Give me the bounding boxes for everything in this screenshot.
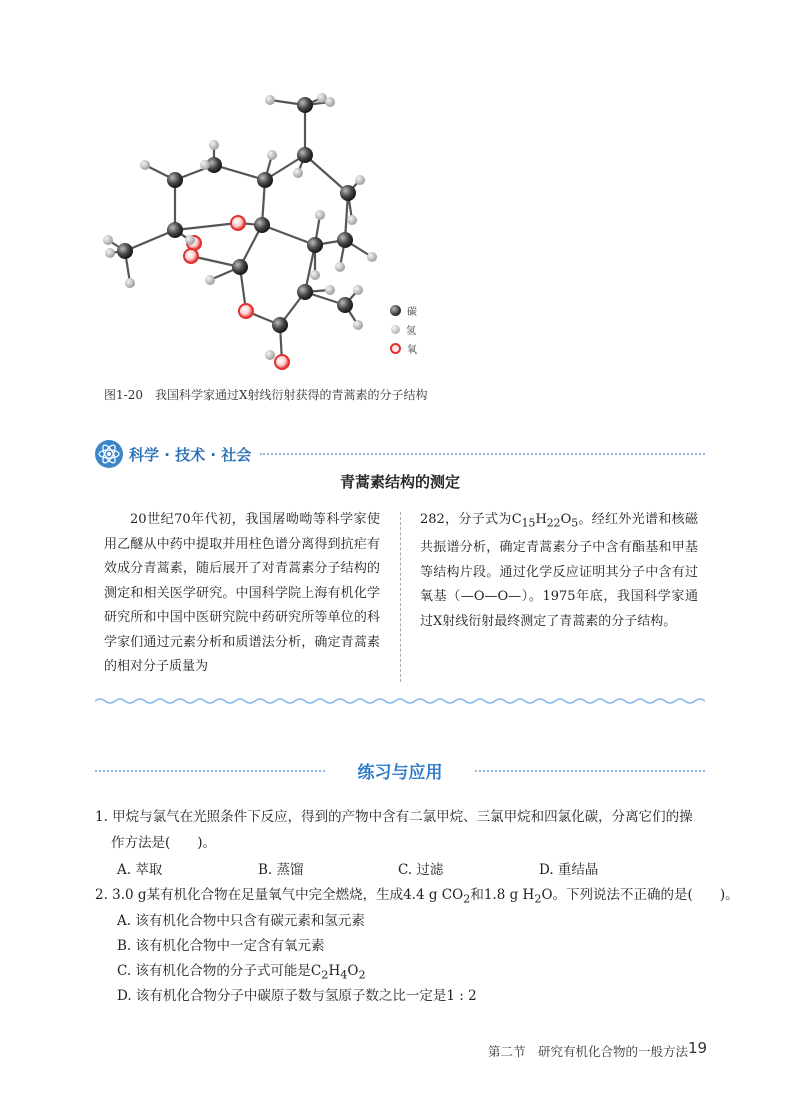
carbon-atom — [297, 284, 313, 300]
hydrogen-atom — [293, 168, 303, 178]
question-1-option-a: A. 萃取 — [117, 862, 163, 878]
legend-carbon: 碳 — [390, 303, 417, 318]
carbon-atom — [307, 237, 323, 253]
exercises-title: 练习与应用 — [357, 763, 443, 783]
section-divider — [260, 453, 705, 455]
hydrogen-atom — [315, 210, 325, 220]
carbon-atom — [232, 259, 248, 275]
carbon-atom — [167, 222, 183, 238]
hydrogen-atom — [103, 235, 113, 245]
wave-divider — [95, 696, 705, 706]
carbon-atom — [340, 185, 356, 201]
article-left-column: 20世纪70年代初，我国屠呦呦等科学家使用乙醚从中药中提取并用柱色谱分离得到抗疟有效成分青蒿素，随后展开了对青蒿素分子结构的测定和相关医学研究。中国科学院上海有机化学研究所和中国中医研究院中药研究所等单位的科学家们通过元素分析和质谱法分析，确定青蒿素的相对分子质量为 — [104, 512, 380, 674]
oxygen-atom — [184, 249, 198, 263]
hydrogen-atom — [347, 215, 357, 225]
carbon-atom — [257, 172, 273, 188]
molecule-structure-figure — [90, 85, 450, 385]
question-1-option-c: C. 过滤 — [398, 862, 444, 878]
carbon-atom — [337, 297, 353, 313]
hydrogen-atom — [355, 175, 365, 185]
molecule-atoms — [103, 93, 377, 369]
question-1-line2: 作方法是( )。 — [111, 835, 217, 851]
section-title: 科学 · 技术 · 社会 — [129, 446, 252, 464]
article-title: 青蒿素结构的测定 — [339, 473, 460, 491]
exercise-divider-right — [475, 770, 705, 772]
bond — [305, 155, 348, 193]
hydrogen-atom — [125, 278, 135, 288]
carbon-atom — [167, 172, 183, 188]
oxygen-atom — [231, 216, 245, 230]
hydrogen-atom — [265, 95, 275, 105]
hydrogen-atom — [367, 252, 377, 262]
hydrogen-atom — [353, 285, 363, 295]
hydrogen-atom — [353, 320, 363, 330]
bond — [262, 225, 315, 245]
carbon-atom — [254, 217, 270, 233]
hydrogen-atom — [209, 140, 219, 150]
oxygen-dot-icon — [390, 343, 401, 354]
hydrogen-atom — [205, 275, 215, 285]
question-1-option-d: D. 重结晶 — [539, 862, 599, 878]
bond — [175, 223, 238, 230]
hydrogen-atom — [185, 235, 195, 245]
oxygen-atom — [275, 355, 289, 369]
hydrogen-atom — [335, 262, 345, 272]
hydrogen-atom — [267, 150, 277, 160]
column-divider — [400, 512, 401, 682]
page-number: 19 — [688, 1039, 708, 1057]
carbon-atom — [272, 317, 288, 333]
hydrogen-atom — [105, 248, 115, 258]
legend-oxygen: 氧 — [390, 341, 417, 356]
hydrogen-dot-icon — [391, 325, 400, 334]
question-1-option-b: B. 蒸馏 — [258, 862, 304, 878]
question-1-line1: 1. 甲烷与氯气在光照条件下反应，得到的产物中含有二氯甲烷、三氯甲烷和四氯化碳，分离它们的操 — [95, 809, 693, 825]
carbon-dot-icon — [390, 305, 401, 316]
question-2-option-a: A. 该有机化合物中只含有碳元素和氢元素 — [117, 913, 365, 929]
bond — [125, 230, 175, 251]
hydrogen-atom — [140, 160, 150, 170]
footer-section-title: 第二节 研究有机化合物的一般方法 — [488, 1044, 689, 1059]
hydrogen-atom — [200, 160, 210, 170]
question-2-option-b: B. 该有机化合物中一定含有氧元素 — [117, 938, 325, 954]
section-header — [95, 440, 705, 470]
carbon-atom — [337, 232, 353, 248]
question-2-option-c: C. 该有机化合物的分子式可能是$C_2H_4O_2$ — [117, 963, 366, 982]
hydrogen-atom — [325, 97, 335, 107]
carbon-atom — [117, 243, 133, 259]
question-2-option-d: D. 该有机化合物分子中碳原子数与氢原子数之比一定是1 : 2 — [117, 988, 477, 1004]
hydrogen-atom — [310, 270, 320, 280]
carbon-atom — [297, 97, 313, 113]
oxygen-atom — [239, 304, 253, 318]
article-right-column: 282，分子式为$C_{15}H_{22}O_5$。经红外光谱和核磁共振谱分析，确定青蒿素分子中含有酯基和甲基等结构片段。通过化学反应证明其分子中含有过氧基（—O—O—）。1975年底，我国科学家通过X射线衍射最终测定了青蒿素的分子结构。 — [420, 512, 698, 629]
atom-icon — [95, 440, 123, 468]
carbon-atom — [297, 147, 313, 163]
question-2-stem: 2. 3.0 g某有机化合物在足量氧气中完全燃烧，生成4.4 g $CO_2$和1.8 g $H_2O$。下列说法不正确的是( )。 — [95, 887, 739, 906]
hydrogen-atom — [265, 350, 275, 360]
figure-caption: 图1-20 我国科学家通过X射线衍射获得的青蒿素的分子结构 — [104, 388, 428, 402]
legend-hydrogen: 氢 — [391, 322, 416, 337]
hydrogen-atom — [325, 285, 335, 295]
